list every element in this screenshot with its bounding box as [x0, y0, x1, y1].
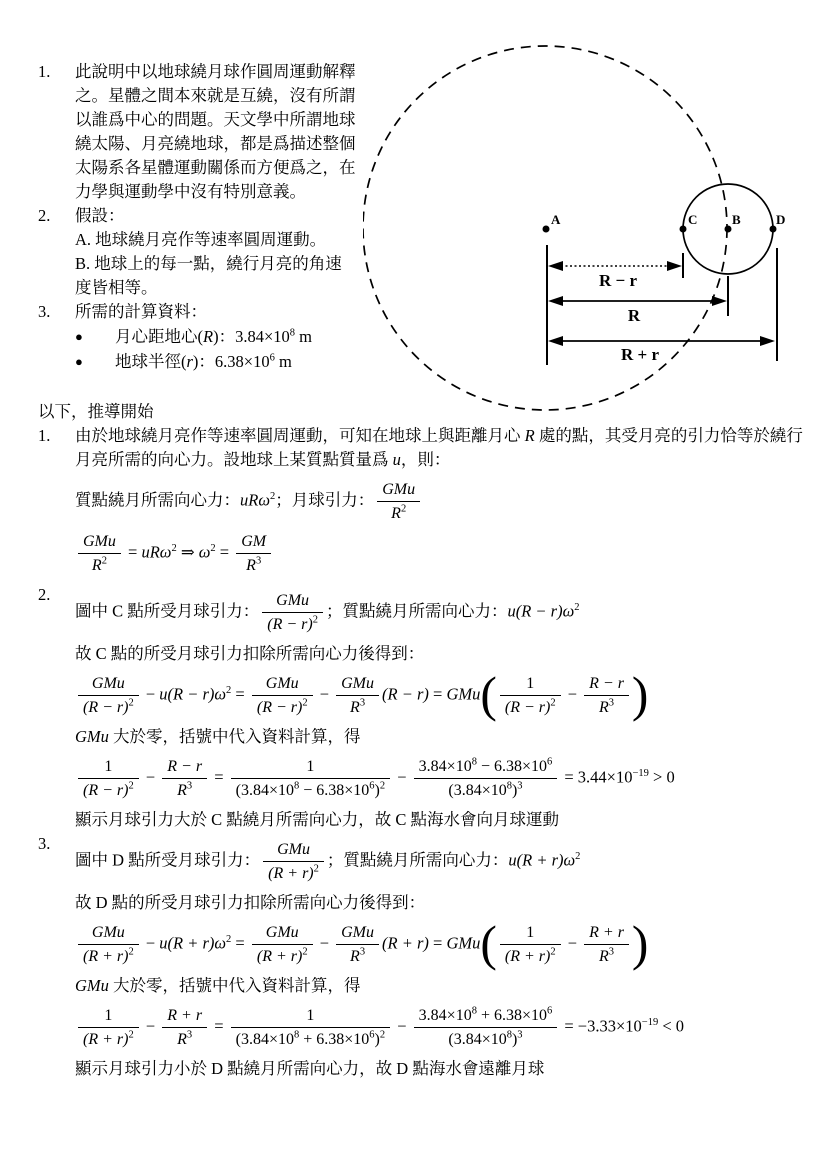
list-number-1: 1.: [38, 62, 51, 81]
point-d-gmu-text: GMu 大於零，括號中代入資料計算，得: [75, 976, 361, 995]
intro-list: [38, 60, 358, 375]
derivation-item-2: [38, 583, 815, 832]
point-c-conclusion: 顯示月球引力大於 C 點繞月所需向心力，故 C 點海水會向月球運動: [75, 810, 560, 829]
point-c-forces-line: 圖中 C 點所受月球引力： $\frac{\text{GMu}}{(R - r)^2}$ ；質點繞月所需向心力：$u(R - r)\omega^2$: [75, 592, 580, 633]
bullet-icon: ●: [75, 354, 83, 369]
derivation-list: [38, 424, 827, 1081]
intro-item-1-text: 此說明中以地球繞月球作圓周運動解釋之。星體之間本來就是互繞，沒有所謂以誰爲中心的問題。天文學中所謂地球繞太陽、月亮繞地球，都是爲描述整個太陽系各星體運動關係而方便爲之，在力學與運動學中沒有特別意義。: [75, 62, 356, 201]
derivation-1-paragraph: 由於地球繞月亮作等速率圓周運動，可知在地球上與距離月心 R 處的點，其受月亮的引力恰等於繞行月亮所需的向心力。設地球上某質點質量爲 u，則：: [75, 426, 803, 469]
dim-arrow-r-right-head: [712, 296, 727, 306]
point-c-subtract-text: 故 C 點的所受月球引力扣除所需向心力後得到：: [75, 644, 425, 663]
dim-arrow-r-minus-r-right-head: [667, 261, 682, 271]
dim-label-r-plus-r: R + r: [620, 345, 660, 364]
dim-arrow-r-minus-r-left-head: [548, 261, 563, 271]
derivation-1-omega-equation: $\frac{\text{GMu}}{R^2}$ = uRω$^2$ ⇒ $\omega^2$ = $\frac{GM}{R^3}$: [75, 531, 811, 576]
point-d-subtract-text: 故 D 點的所受月球引力扣除所需向心力後得到：: [75, 893, 426, 912]
intro-item-3: [38, 300, 358, 375]
data-needed-label: 所需的計算資料：: [75, 302, 207, 321]
point-c-dot: [680, 226, 687, 233]
data-bullet-2: [75, 350, 356, 374]
assumption-b: B. 地球上的每一點，繞行月亮的角速度皆相等。: [75, 254, 342, 297]
intro-item-1: [38, 60, 358, 204]
orbit-diagram-svg: [363, 36, 823, 416]
derivation-start-line: 以下，推導開始: [38, 402, 154, 421]
intro-item-2: [38, 204, 358, 300]
earth-radius-value: 地球半徑(r)：$6.38\times 10^6$ m: [115, 352, 292, 371]
point-d-equation: $\frac{\text{GMu}}{(R + r)^2}$ − $u(R + r)\omega^2$ = $\frac{\text{GMu}}{(R + r)^2}$ − $\frac{\text{GMu}}{R^3}$ (R + r) = GMu ( $\frac{1}{(R + r)^2}$ − $\frac{R + r}{R^3}$ ): [75, 922, 811, 967]
point-d-numeric-equation: $\frac{1}{(R + r)^2}$ − $\frac{R + r}{R^3}$ = $\frac{1}{(3.84\times 10^8 + 6.38\times 10^6)^2}$ − $\frac{3.84\times 10^8 + 6.38\times 10^6}{(3.84\times 10^8)^3}$ = $-3.33\times 10^{-19} < 0$: [75, 1005, 811, 1050]
point-d-forces-line: 圖中 D 點所受月球引力： $\frac{\text{GMu}}{(R + r)^2}$ ；質點繞月所需向心力：$u(R + r)\omega^2$: [75, 841, 581, 882]
dim-label-r: R: [627, 306, 641, 325]
point-b-dot: [725, 226, 732, 233]
list-number-1: 1.: [38, 426, 51, 445]
data-bullet-1: [75, 325, 356, 349]
list-number-3: 3.: [38, 834, 51, 853]
dim-label-r-minus-r: R − r: [598, 271, 638, 290]
moon-distance-value: 月心距地心(R)：$3.84\times 10^8$ m: [115, 327, 312, 346]
point-d-conclusion: 顯示月球引力小於 D 點繞月所需向心力，故 D 點海水會遠離月球: [75, 1059, 545, 1078]
list-number-2: 2.: [38, 585, 51, 604]
point-c-numeric-equation: $\frac{1}{(R - r)^2}$ − $\frac{R - r}{R^3}$ = $\frac{1}{(3.84\times 10^8 - 6.38\times 10^6)^2}$ − $\frac{3.84\times 10^8 - 6.38\times 10^6}{(3.84\times 10^8)^3}$ = $3.44\times 10^{-19} > 0$: [75, 756, 811, 801]
orbit-diagram: [363, 36, 823, 416]
list-number-3: 3.: [38, 302, 51, 321]
dim-arrow-r-plus-r-left-head: [548, 336, 563, 346]
point-d-label: D: [776, 212, 786, 227]
point-a-label: A: [551, 212, 561, 227]
point-c-label: C: [688, 212, 698, 227]
dim-arrow-r-plus-r-right-head: [760, 336, 775, 346]
derivation-item-1: [38, 424, 815, 583]
point-c-gmu-text: GMu 大於零，括號中代入資料計算，得: [75, 727, 361, 746]
derivation-1-forces-line: 質點繞月所需向心力：uRω$^2$；月球引力： $\frac{\text{GMu}}{R^2}$: [75, 479, 811, 524]
dim-arrow-r-left-head: [548, 296, 563, 306]
derivation-item-3: [38, 832, 815, 1081]
assumptions-label: 假設：: [75, 206, 125, 225]
point-b-label: B: [732, 212, 741, 227]
point-a-dot: [543, 226, 550, 233]
list-number-2: 2.: [38, 206, 51, 225]
assumption-a: A. 地球繞月亮作等速率圓周運動。: [75, 230, 327, 249]
point-c-equation: $\frac{\text{GMu}}{(R - r)^2}$ − $u(R - r)\omega^2$ = $\frac{\text{GMu}}{(R - r)^2}$ − $\frac{\text{GMu}}{R^3}$ (R − r) = GMu ( $\frac{1}{(R - r)^2}$ − $\frac{R - r}{R^3}$ ): [75, 673, 811, 718]
bullet-icon: ●: [75, 329, 83, 344]
